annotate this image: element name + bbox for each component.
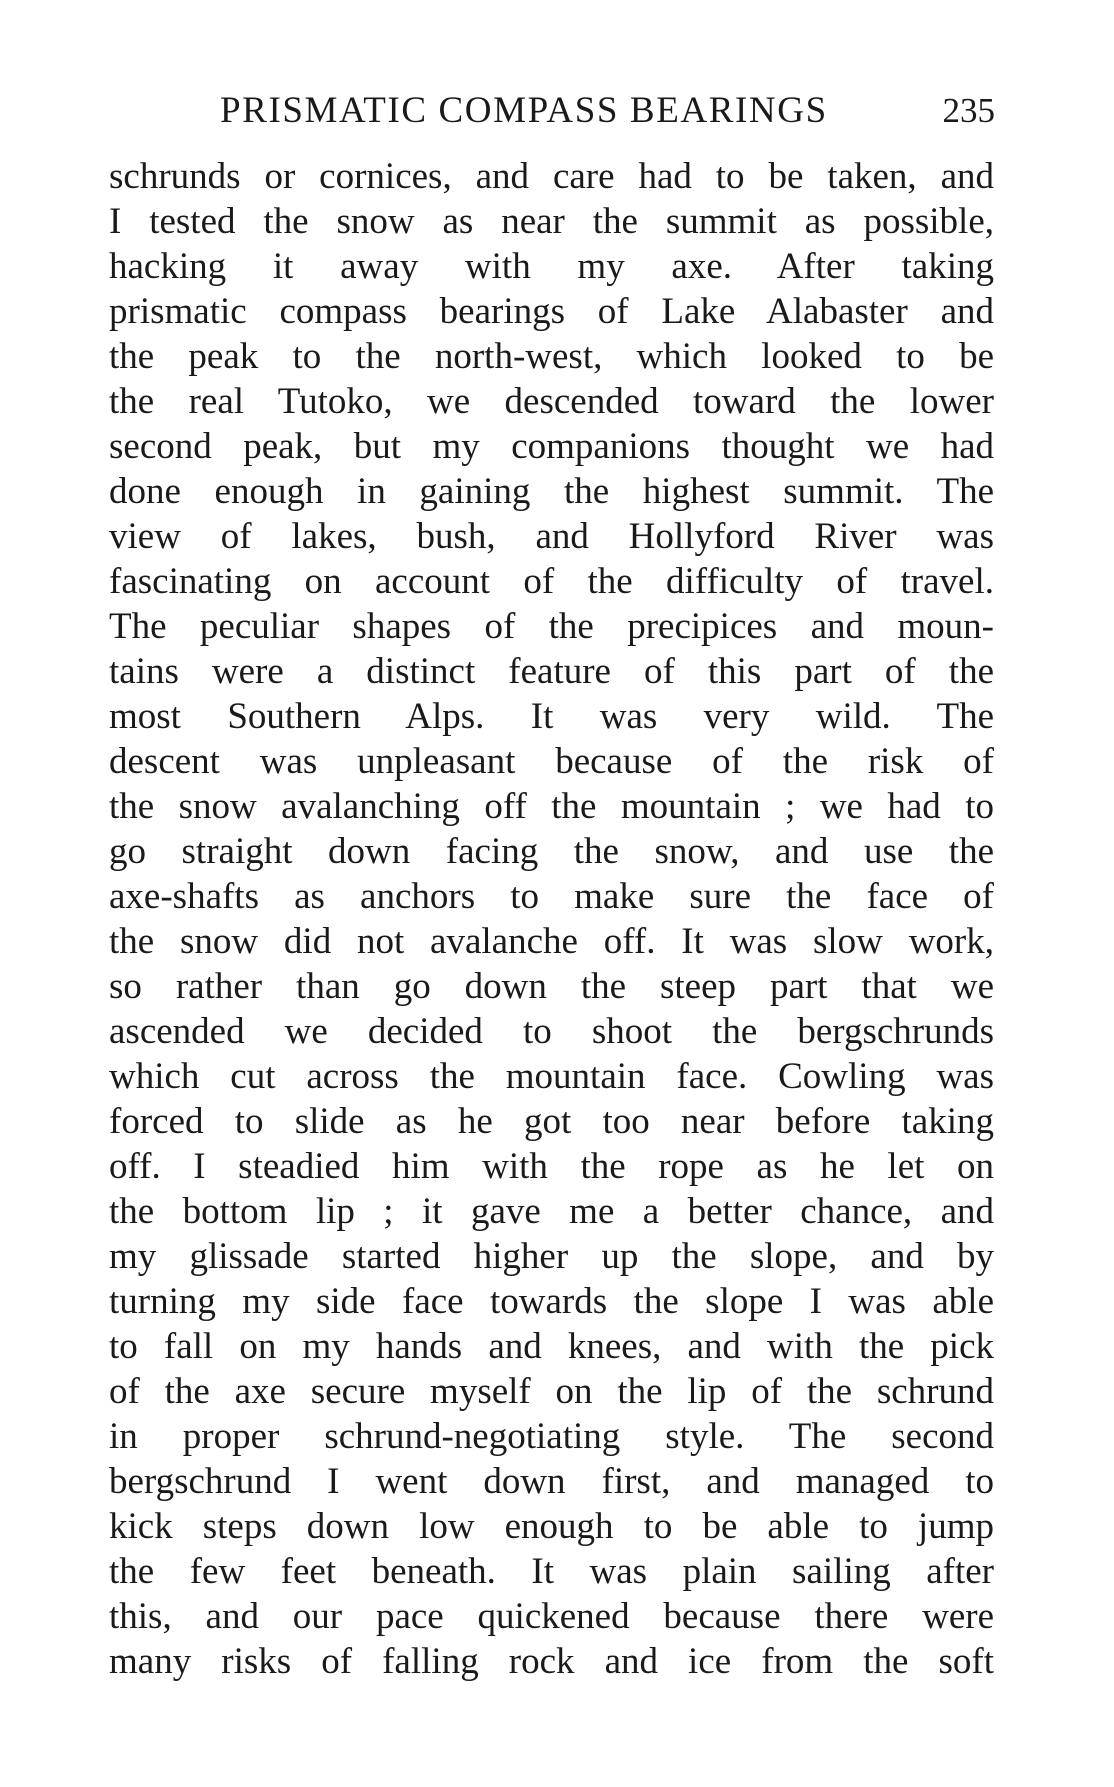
text-line: prismatic compass bearings of Lake Alabaster and: [109, 291, 994, 332]
text-line: the snow avalanching off the mountain ; we had to: [109, 786, 994, 827]
text-line: my glissade started higher up the slope, and by: [109, 1236, 994, 1277]
text-line: second peak, but my companions thought we had: [109, 426, 994, 467]
text-line: descent was unpleasant because of the risk of: [109, 741, 994, 782]
body-text: [109, 154, 994, 1684]
text-line: off. I steadied him with the rope as he let on: [109, 1146, 994, 1187]
running-header: [110, 86, 995, 136]
text-line: bergschrund I went down first, and managed to: [109, 1461, 994, 1502]
text-line: hacking it away with my axe. After taking: [109, 246, 994, 287]
text-line: which cut across the mountain face. Cowling was: [109, 1056, 994, 1097]
text-line: I tested the snow as near the summit as possible,: [109, 201, 994, 242]
text-line: the peak to the north-west, which looked to be: [109, 336, 994, 377]
text-line: schrunds or cornices, and care had to be taken, and: [109, 156, 994, 197]
text-line: go straight down facing the snow, and use the: [109, 831, 994, 872]
text-line: view of lakes, bush, and Hollyford River was: [109, 516, 994, 557]
text-line: to fall on my hands and knees, and with the pick: [109, 1326, 994, 1367]
text-line: many risks of falling rock and ice from the soft: [109, 1641, 994, 1682]
text-line: in proper schrund-negotiating style. The second: [109, 1416, 994, 1457]
text-line: this, and our pace quickened because there were: [109, 1596, 994, 1637]
page-number: 235: [942, 91, 995, 130]
text-line: of the axe secure myself on the lip of the schrund: [109, 1371, 994, 1412]
text-line: most Southern Alps. It was very wild. The: [109, 696, 994, 737]
text-line: kick steps down low enough to be able to jump: [109, 1506, 994, 1547]
running-title: PRISMATIC COMPASS BEARINGS: [220, 90, 828, 131]
text-line: forced to slide as he got too near before taking: [109, 1101, 994, 1142]
text-line: so rather than go down the steep part that we: [109, 966, 994, 1007]
text-line: the snow did not avalanche off. It was slow work,: [109, 921, 994, 962]
text-line: turning my side face towards the slope I was able: [109, 1281, 994, 1322]
text-line: the few feet beneath. It was plain sailing after: [109, 1551, 994, 1592]
text-line: done enough in gaining the highest summit. The: [109, 471, 994, 512]
text-line: the bottom lip ; it gave me a better chance, and: [109, 1191, 994, 1232]
text-line: tains were a distinct feature of this part of the: [109, 651, 994, 692]
text-line: The peculiar shapes of the precipices and moun-: [109, 606, 994, 647]
text-line: axe-shafts as anchors to make sure the face of: [109, 876, 994, 917]
text-line: ascended we decided to shoot the bergschrunds: [109, 1011, 994, 1052]
text-line: the real Tutoko, we descended toward the lower: [109, 381, 994, 422]
text-line: fascinating on account of the difficulty of travel.: [109, 561, 994, 602]
